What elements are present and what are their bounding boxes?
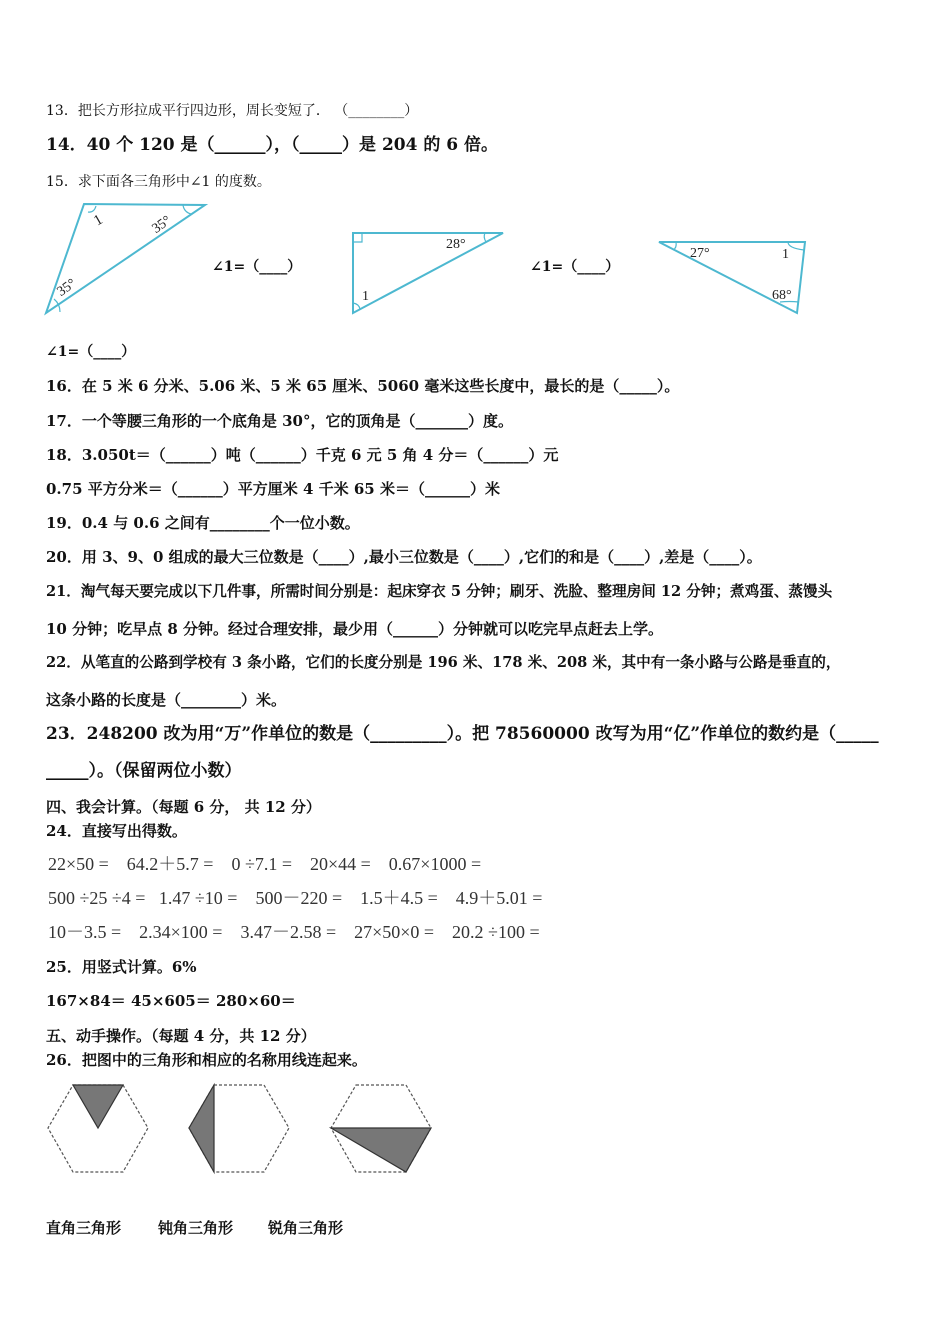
name-right-triangle: 直角三角形 [46,1219,122,1237]
question-14: 14．40 个 120 是（______），（_____）是 204 的 6 倍。 [46,135,499,155]
name-obtuse-triangle: 钝角三角形 [158,1219,234,1237]
section-5-title: 五、动手操作。（每题 4 分，共 12 分） [46,1027,316,1045]
question-20: 20．用 3、9、0 组成的最大三位数是（____）,最小三位数是（____）,它们的和是（____）,差是（____）。 [46,548,762,566]
question-16: 16．在 5 米 6 分米、5.06 米、5 米 65 厘米、5060 毫米这些长度中，最长的是（_____）。 [46,377,680,395]
question-17: 17．一个等腰三角形的一个底角是 30°，它的顶角是（_______）度。 [46,412,513,430]
question-19: 19．0.4 与 0.6 之间有________个一位小数。 [46,514,360,532]
tri2-angle-top: 28° [446,237,466,252]
tri2-answer: ∠1=（____） [530,259,620,275]
tri1-label: 1 [91,211,106,230]
question-26: 26．把图中的三角形和相应的名称用线连起来。 [46,1051,367,1069]
calc-row-3: 10－3.5 = 2.34×100 = 3.47－2.58 = 27×50×0 = 20.2 ÷100 = [48,922,540,942]
calc-row-2: 500 ÷25 ÷4 = 1.47 ÷10 = 500－220 = 1.5＋4.5 = 4.9＋5.01 = [48,888,543,908]
tri2-label: 1 [362,289,369,304]
tri3-answer: ∠1=（____） [46,344,136,360]
question-25: 25．用竖式计算。6% [46,958,197,976]
question-21-line2: 10 分钟；吃早点 8 分钟。经过合理安排，最少用（______）分钟就可以吃完早点赶去上学。 [46,620,663,638]
question-18-line2: 0.75 平方分米＝（______）平方厘米 4 千米 65 米＝（______）米 [46,480,500,498]
question-18-line1: 18．3.050t＝（______）吨（______）千克 6 元 5 角 4 分＝（______）元 [46,446,559,464]
question-15-title: 15．求下面各三角形中∠1 的度数。 [46,174,271,190]
tri1-angle-top: 35° [149,213,175,237]
tri3-label: 1 [782,247,789,262]
tri3-angle-bottom: 68° [772,288,792,303]
hexagon-1 [48,1085,148,1172]
question-25-items: 167×84＝ 45×605＝ 280×60＝ [46,992,296,1010]
question-23-line2: _____）。（保留两位小数） [46,761,242,781]
question-24: 24．直接写出得数。 [46,822,187,840]
tri3-angle-top: 27° [690,246,710,261]
tri1-angle-bottom: 35° [54,276,80,300]
question-22-line1: 22．从笔直的公路到学校有 3 条小路，它们的长度分别是 196 米、178 米、208 米，其中有一条小路与公路是垂直的， [46,654,841,671]
name-acute-triangle: 锐角三角形 [268,1219,344,1237]
hexagon-2 [189,1085,289,1172]
question-13: 13．把长方形拉成平行四边形，周长变短了． （________） [46,103,419,119]
section-4-title: 四、我会计算。（每题 6 分， 共 12 分） [46,798,321,816]
question-21-line1: 21．淘气每天要完成以下几件事，所需时间分别是：起床穿衣 5 分钟；刷牙、洗脸、整理房间 12 分钟；煮鸡蛋、蒸馒头 [46,583,833,600]
tri1-answer: ∠1=（____） [212,259,302,275]
question-22-line2: 这条小路的长度是（________）米。 [46,691,287,709]
question-23-line1: 23．248200 改为用“万”作单位的数是（_________）。把 78560000 改写为用“亿”作单位的数约是（_____ [46,724,879,744]
hexagon-3 [331,1085,431,1172]
calc-row-1: 22×50 = 64.2＋5.7 = 0 ÷7.1 = 20×44 = 0.67×1000 = [48,854,482,874]
